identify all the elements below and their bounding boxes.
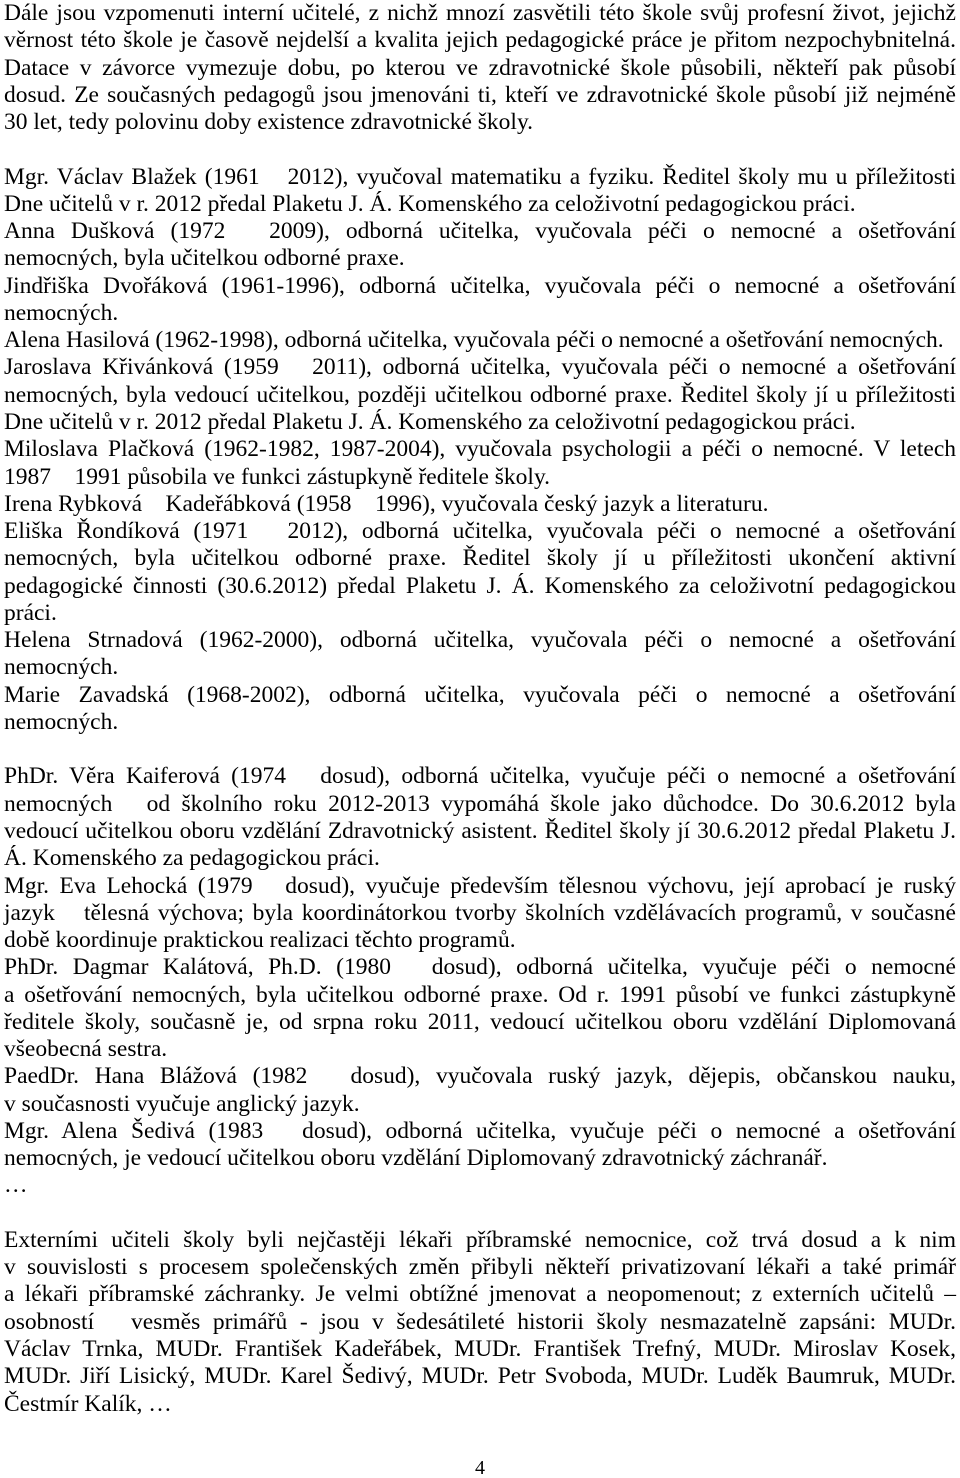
text-line: Jaroslava Křivánková (1959 2011), odborná učitelka, vyučovala péči o nemocné a ošetřování	[4, 354, 956, 381]
text-line: Dne učitelů v r. 2012 předal Plaketu J. Á. Komenského za celoživotní pedagogickou práci.	[4, 408, 856, 435]
teacher-entry	[4, 1063, 956, 1118]
teacher-entry	[4, 954, 956, 1063]
text-line: 30 let, tedy polovinu doby existence zdravotnické školy.	[4, 109, 534, 136]
text-line: nemocných, byla učitelkou odborné praxe. Ředitel školy jí u příležitosti ukončení aktivní	[4, 545, 956, 572]
text-line: všeobecná sestra.	[4, 1036, 168, 1063]
teacher-entry	[4, 627, 956, 682]
text-line: MUDr. Jiří Lisický, MUDr. Karel Šedivý, MUDr. Petr Svoboda, MUDr. Luděk Baumruk, MUDr.	[4, 1363, 956, 1390]
text-line: věrnost této škole je časově nejdelší a kvalita jejich pedagogické práce je přitom nezpochybnitelná.	[4, 27, 956, 54]
text-line: dosud. Ze současných pedagogů jsou jmenováni ti, kteří ve zdravotnické škole působí již nejméně	[4, 81, 956, 108]
text-line: PhDr. Věra Kaiferová (1974 dosud), odborná učitelka, vyučuje péči o nemocné a ošetřování	[4, 763, 956, 790]
teacher-entry	[4, 436, 956, 491]
text-line: Eliška Řondíková (1971 2012), odborná učitelka, vyučovala péči o nemocné a ošetřování	[4, 518, 956, 545]
external-teachers-paragraph	[4, 1227, 956, 1418]
former-teachers-list	[4, 164, 956, 737]
text-line: Á. Komenského za pedagogickou práci.	[4, 845, 380, 872]
text-line: práci.	[4, 599, 57, 626]
text-line: nemocných, je vedoucí učitelkou oboru vzdělání Diplomovaný zdravotnický záchranář.	[4, 1145, 828, 1172]
text-line: Helena Strnadová (1962-2000), odborná učitelka, vyučovala péči o nemocné a ošetřování	[4, 627, 956, 654]
text-line: 1987 1991 působila ve funkci zástupkyně ředitele školy.	[4, 463, 551, 490]
teacher-entry	[4, 354, 956, 436]
blank-line	[4, 736, 956, 763]
text-line: Alena Hasilová (1962-1998), odborná učitelka, vyučovala péči o nemocné a ošetřování nemocných.	[4, 327, 944, 354]
teacher-entry	[4, 682, 956, 737]
teacher-entry	[4, 763, 956, 872]
teacher-entry	[4, 1118, 956, 1173]
text-line: nemocných od školního roku 2012-2013 vypomáhá škole jako důchodce. Do 30.6.2012 byla	[4, 790, 956, 817]
teacher-entry	[4, 164, 956, 219]
text-line: v současnosti vyučuje anglický jazyk.	[4, 1090, 360, 1117]
text-line: Externími učiteli školy byli nejčastěji lékaři příbramské nemocnice, což trvá dosud a k nim	[4, 1226, 956, 1253]
text-line: Marie Zavadská (1968-2002), odborná učitelka, vyučovala péči o nemocné a ošetřování	[4, 681, 956, 708]
blank-line	[4, 136, 956, 163]
text-line: době koordinuje praktickou realizaci těchto programů.	[4, 927, 516, 954]
teacher-entry	[4, 491, 956, 518]
blank-line	[4, 1200, 956, 1227]
text-line: nemocných, byla vedoucí učitelkou, později učitelkou odborné praxe. Ředitel školy jí u příležitosti	[4, 381, 956, 408]
teacher-entry	[4, 518, 956, 627]
text-line: Dne učitelů v r. 2012 předal Plaketu J. Á. Komenského za celoživotní pedagogickou práci.	[4, 190, 856, 217]
text-line: nemocných.	[4, 654, 119, 681]
text-line: pedagogické činnosti (30.6.2012) předal Plaketu J. Á. Komenského za celoživotní pedagogickou	[4, 572, 956, 599]
text-line: Datace v závorce vymezuje dobu, po kterou ve zdravotnické škole působili, někteří pak působí	[4, 54, 956, 81]
text-line: Anna Dušková (1972 2009), odborná učitelka, vyučovala péči o nemocné a ošetřování	[4, 218, 956, 245]
text-line: Václav Trnka, MUDr. František Kadeřábek, MUDr. František Trefný, MUDr. Miroslav Kosek,	[4, 1336, 956, 1363]
intro-paragraph	[4, 0, 956, 136]
text-line: ředitele školy, současně je, od srpna roku 2011, vedoucí učitelkou oboru vzdělání Diplomovaná	[4, 1008, 956, 1035]
text-line: nemocných.	[4, 299, 119, 326]
teacher-entry	[4, 218, 956, 273]
text-line: v souvislosti s procesem společenských změn přibyli někteří privatizovaní lékaři a také primář	[4, 1254, 956, 1281]
text-line: vedoucí učitelkou oboru vzdělání Zdravotnický asistent. Ředitel školy jí 30.6.2012 předal Plaketu J.	[4, 817, 956, 844]
text-line: Dále jsou vzpomenuti interní učitelé, z nichž mnozí zasvětili této škole svůj profesní život, jejichž	[4, 0, 956, 26]
page-number: 4	[475, 1457, 485, 1478]
teacher-entry	[4, 327, 956, 354]
text-line: PaedDr. Hana Blážová (1982 dosud), vyučovala ruský jazyk, dějepis, občanskou nauku,	[4, 1063, 956, 1090]
text-line: nemocných, byla učitelkou odborné praxe.	[4, 245, 405, 272]
text-line: jazyk tělesná výchova; byla koordinátorkou tvorby školních vzdělávacích programů, v současné	[4, 899, 956, 926]
text-column	[4, 0, 956, 1418]
text-line: Mgr. Alena Šedivá (1983 dosud), odborná učitelka, vyučuje péči o nemocné a ošetřování	[4, 1117, 956, 1144]
ellipsis: …	[4, 1172, 28, 1199]
text-line: PhDr. Dagmar Kalátová, Ph.D. (1980 dosud), odborná učitelka, vyučuje péči o nemocné	[4, 954, 956, 981]
text-line: Miloslava Plačková (1962-1982, 1987-2004), vyučovala psychologii a péči o nemocné. V letech	[4, 436, 956, 463]
text-line: Irena Rybková Kadeřábková (1958 1996), vyučovala český jazyk a literaturu.	[4, 490, 769, 517]
text-line: Mgr. Václav Blažek (1961 2012), vyučoval matematiku a fyziku. Ředitel školy mu u příležitosti	[4, 163, 956, 190]
text-line: a lékaři příbramské záchranky. Je velmi obtížné jmenovat a neopomenout; z externích učitelů –	[4, 1281, 956, 1308]
text-line: osobností vesměs primářů - jsou v šedesátileté historii školy nesmazatelně zapsáni: MUDr.	[4, 1308, 956, 1335]
text-line: nemocných.	[4, 708, 119, 735]
text-line: Jindřiška Dvořáková (1961-1996), odborná učitelka, vyučovala péči o nemocné a ošetřování	[4, 272, 956, 299]
teacher-entry	[4, 873, 956, 955]
current-teachers-list	[4, 763, 956, 1199]
text-line: a ošetřování nemocných, byla učitelkou odborné praxe. Od r. 1991 působí ve funkci zástupkyně	[4, 981, 956, 1008]
text-line: Čestmír Kalík, …	[4, 1390, 172, 1417]
text-line: Mgr. Eva Lehocká (1979 dosud), vyučuje především tělesnou výchovu, její aprobací je ruský	[4, 872, 956, 899]
teacher-entry	[4, 273, 956, 328]
